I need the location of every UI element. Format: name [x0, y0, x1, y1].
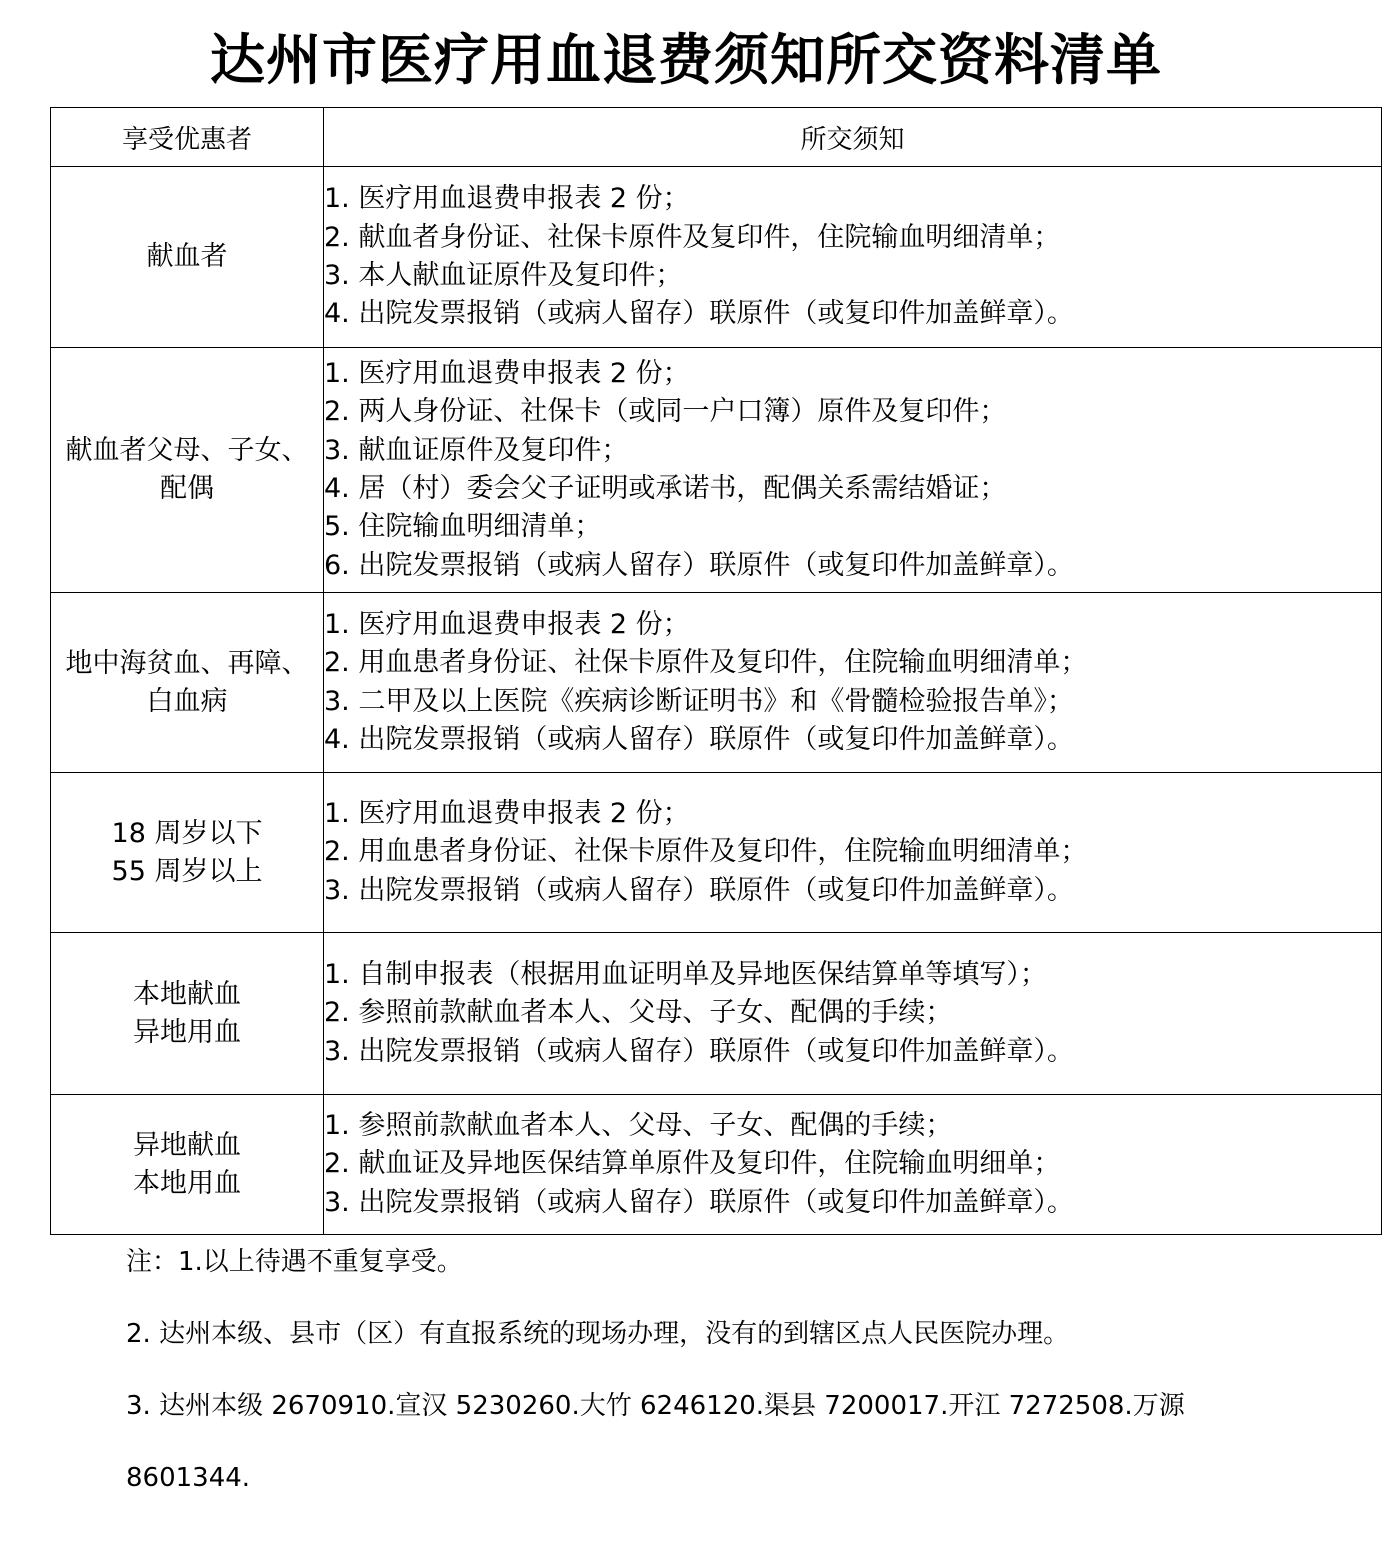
beneficiary-label: 异地用血 [133, 1016, 241, 1048]
note-line: 2. 达州本级、县市（区）有直报系统的现场办理，没有的到辖区点人民医院办理。 [126, 1319, 1070, 1349]
beneficiary-cell [51, 167, 324, 348]
beneficiary-cell [51, 773, 324, 933]
requirement-item: 1. 自制申报表（根据用血证明单及异地医保结算单等填写）； [324, 959, 1047, 991]
requirements-cell [324, 933, 1382, 1095]
requirement-item: 3. 出院发票报销（或病人留存）联原件（或复印件加盖鲜章）。 [324, 1186, 1074, 1218]
requirement-item: 1. 参照前款献血者本人、父母、子女、配偶的手续； [324, 1110, 953, 1142]
beneficiary-cell [51, 1095, 324, 1235]
requirement-item: 2. 用血患者身份证、社保卡原件及复印件，住院输血明细清单； [324, 647, 1088, 679]
requirements-cell [324, 1095, 1382, 1235]
requirement-list [324, 355, 1381, 585]
requirement-item: 2. 献血证及异地医保结算单原件及复印件，住院输血明细单； [324, 1148, 1061, 1180]
page-title: 达州市医疗用血退费须知所交资料清单 [209, 27, 1162, 92]
table-row [51, 348, 1382, 593]
requirement-item: 2. 两人身份证、社保卡（或同一户口簿）原件及复印件； [324, 396, 1007, 428]
requirement-list [324, 956, 1381, 1071]
requirement-item: 3. 二甲及以上医院《疾病诊断证明书》和《骨髓检验报告单》； [324, 685, 1074, 717]
requirement-item: 3. 出院发票报销（或病人留存）联原件（或复印件加盖鲜章）。 [324, 1035, 1074, 1067]
requirements-cell [324, 773, 1382, 933]
requirement-item: 1. 医疗用血退费申报表 2 份； [324, 608, 690, 640]
requirement-list [324, 795, 1381, 910]
beneficiary-label: 18 周岁以下 [111, 817, 263, 849]
beneficiary-label: 配偶 [160, 473, 214, 504]
header-requirements: 所交须知 [324, 108, 1382, 167]
requirement-item: 1. 医疗用血退费申报表 2 份； [324, 798, 690, 830]
requirement-item: 3. 献血证原件及复印件； [324, 434, 629, 466]
requirements-cell [324, 167, 1382, 348]
requirement-item: 5. 住院输血明细清单； [324, 511, 602, 543]
table-row [51, 1095, 1382, 1235]
requirement-item: 6. 出院发票报销（或病人留存）联原件（或复印件加盖鲜章）。 [324, 549, 1074, 581]
header-beneficiary: 享受优惠者 [51, 108, 324, 167]
beneficiary-label: 白血病 [146, 685, 228, 717]
note-line: 8601344. [126, 1463, 251, 1493]
requirement-item: 1. 医疗用血退费申报表 2 份； [324, 358, 690, 390]
table-header-row [51, 108, 1382, 167]
requirement-list [324, 1107, 1381, 1222]
requirement-item: 2. 献血者身份证、社保卡原件及复印件，住院输血明细清单； [324, 221, 1061, 253]
beneficiary-label: 献血者父母、子女、 [65, 435, 309, 466]
requirement-item: 3. 出院发票报销（或病人留存）联原件（或复印件加盖鲜章）。 [324, 874, 1074, 906]
requirement-list [324, 606, 1381, 759]
note-line: 3. 达州本级 2670910.宣汉 5230260.大竹 6246120.渠县 7200017.开江 7272508.万源 [126, 1391, 1185, 1421]
beneficiary-cell [51, 593, 324, 773]
requirements-cell [324, 593, 1382, 773]
beneficiary-cell [51, 933, 324, 1095]
requirement-item: 3. 本人献血证原件及复印件； [324, 260, 683, 291]
requirement-item: 4. 居（村）委会父子证明或承诺书，配偶关系需结婚证； [324, 473, 1007, 504]
beneficiary-label: 本地献血 [133, 978, 241, 1010]
requirements-cell [324, 348, 1382, 593]
requirement-list [324, 180, 1381, 333]
beneficiary-label: 本地用血 [133, 1167, 241, 1199]
beneficiary-label: 55 周岁以上 [111, 855, 263, 887]
table-row [51, 593, 1382, 773]
beneficiary-label: 地中海贫血、再障、 [65, 647, 309, 679]
requirements-table [50, 107, 1382, 1235]
beneficiary-label: 异地献血 [133, 1129, 241, 1161]
requirement-item: 4. 出院发票报销（或病人留存）联原件（或复印件加盖鲜章）。 [324, 298, 1074, 330]
beneficiary-cell [51, 348, 324, 593]
beneficiary-label: 献血者 [146, 241, 228, 272]
table-row [51, 933, 1382, 1095]
requirement-item: 2. 用血患者身份证、社保卡原件及复印件，住院输血明细清单； [324, 836, 1088, 868]
requirement-item: 4. 出院发票报销（或病人留存）联原件（或复印件加盖鲜章）。 [324, 723, 1074, 755]
requirement-item: 1. 医疗用血退费申报表 2 份； [324, 183, 690, 215]
note-line: 注：1.以上待遇不重复享受。 [126, 1247, 463, 1277]
table-row [51, 773, 1382, 933]
table-row [51, 167, 1382, 348]
requirement-item: 2. 参照前款献血者本人、父母、子女、配偶的手续； [324, 997, 953, 1029]
